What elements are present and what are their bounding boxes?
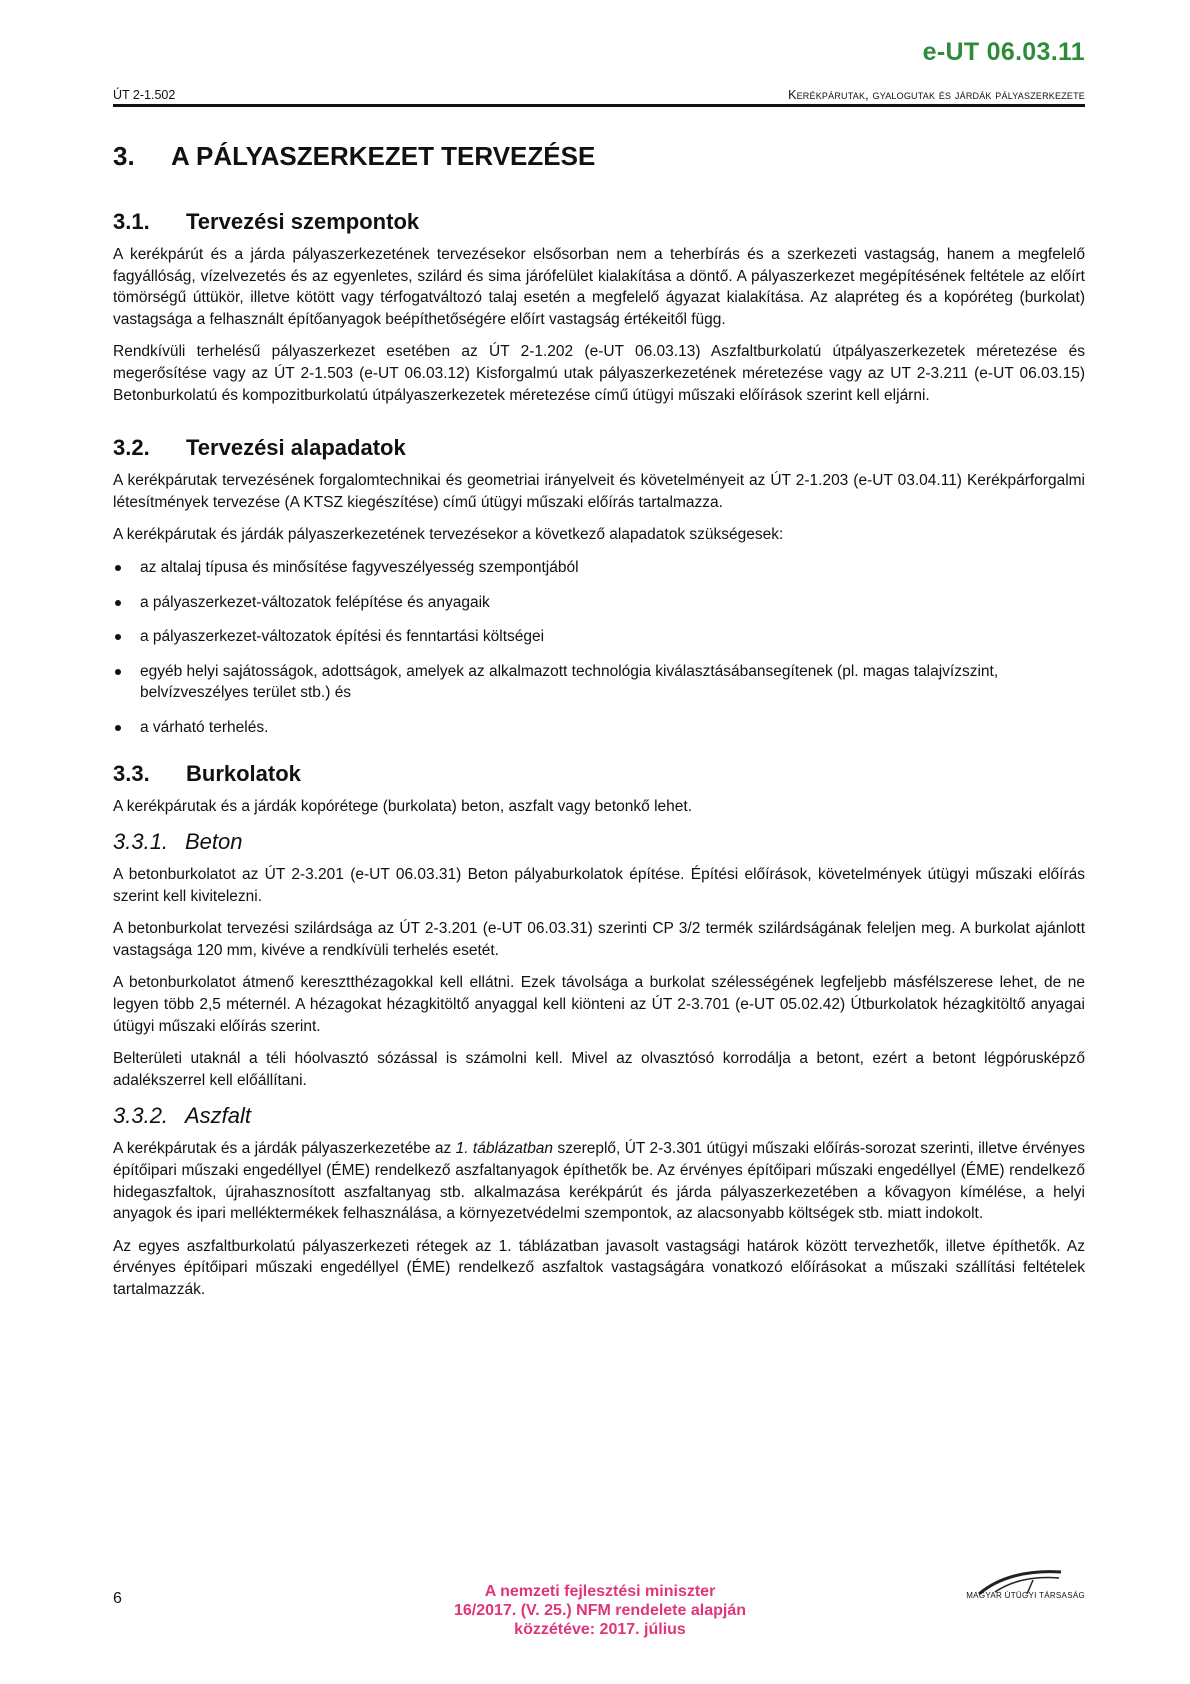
- list-item: a pályaszerkezet-változatok felépítése és anyagaik: [113, 592, 1085, 614]
- list-item: az altalaj típusa és minősítése fagyveszélyesség szempontjából: [113, 557, 1085, 579]
- text-run: A kerékpárutak és a járdák pályaszerkezetébe az: [113, 1140, 456, 1158]
- chapter-number: 3.: [113, 141, 135, 171]
- running-header: [113, 85, 1085, 105]
- list-item: egyéb helyi sajátosságok, adottságok, amelyek az alkalmazott technológia kiválasztásábansegítenek (pl. magas talajvízszint, belvízveszélyes terület stb.) és: [113, 661, 1085, 704]
- paragraph: [113, 1138, 1085, 1224]
- section-title: Tervezési alapadatok: [186, 435, 406, 461]
- paragraph: A kerékpárutak tervezésének forgalomtechnikai és geometriai irányelveit és követelményeit az ÚT 2-1.203 (e-UT 03.04.11) Kerékpárforgalmi létesítmények tervezése (A KTSZ kiegészítése) című útügyi műszaki előírás tartalmazza.: [113, 472, 1085, 511]
- bullet-list: [113, 557, 1085, 739]
- chapter-heading: [113, 140, 1085, 172]
- document-code: e-UT 06.03.11: [922, 38, 1085, 66]
- subsection-title: Beton: [185, 829, 243, 855]
- page-body: [113, 140, 1085, 1312]
- section-title: Burkolatok: [186, 760, 301, 786]
- paragraph: A kerékpárutak és a járdák kopórétege (burkolata) beton, aszfalt vagy betonkő lehet.: [113, 797, 693, 815]
- list-item: a pályaszerkezet-változatok építési és fenntartási költségei: [113, 626, 1085, 648]
- table-reference: 1. táblázatban: [455, 1140, 554, 1158]
- spacer: [113, 752, 1085, 760]
- subsection-number: 3.3.1.: [113, 829, 169, 855]
- section-title: Tervezési szempontok: [186, 209, 420, 234]
- paragraph: Az egyes aszfaltburkolatú pályaszerkezeti rétegek az 1. táblázatban javasolt vastagsági határok között tervezhetők, illetve építhetők. Az érvényes építőipari műszaki engedéllyel (ÉME) rendelkező aszfaltok vastagságára vonatkozó előírásokat a műszaki szállítási feltételek tartalmazzák.: [113, 1237, 1085, 1298]
- paragraph: Rendkívüli terhelésű pályaszerkezet esetében az ÚT 2-1.202 (e-UT 06.03.13) Aszfaltburkolatú útpályaszerkezetek méretezése és megerősítése vagy az ÚT 2-1.503 (e-UT 06.03.12) Kisforgalmú utak pályaszerkezetének méretezése vagy az UT 2-3.211 (e-UT 06.03.15) Betonburkolatú és kompozitburkolatú útpályaszerkezetek méretezése című útügyi műszaki előírások szerint kell eljárni.: [113, 343, 1085, 404]
- section-number: 3.3.: [113, 760, 150, 786]
- text-run: szereplő, ÚT 2-3.301 útügyi műszaki előírás-sorozat szerinti, illetve érvényes építőipari műszaki engedéllyel (ÉME) rendelkező aszfaltanyagok építhetők be. Az érvényes építőipari műszaki engedéllyel (ÉME) rendelkező hidegaszfaltok, újrahasznosított aszfaltanyag stb. alkalmazása kerékpárút és járda pályaszerkezetében a kővagyon kímélése, a helyi anyagok és ipari melléktermékek felhasználása, a környezetvédelmi szempontok, az alacsonyabb költségek stb. miatt indokolt.: [113, 1140, 1085, 1223]
- paragraph: A betonburkolatot átmenő keresztthézagokkal kell ellátni. Ezek távolsága a burkolat szélességének legfeljebb másfélszerese lehet, de ne legyen több 2,5 méternél. A hézagokat hézagkitöltő anyaggal kell kiönteni az ÚT 2-3.701 (e-UT 05.02.42) Útburkolatok hézagkitöltő anyagai útügyi műszaki előírás szerint.: [113, 974, 1085, 1035]
- publication-note-line: közzétéve: 2017. július: [514, 1621, 686, 1638]
- list-item: a várható terhelés.: [113, 717, 1085, 739]
- header-standard-number: ÚT 2-1.502: [113, 88, 176, 102]
- subsection-heading-3-3-2: [113, 1102, 1085, 1130]
- chapter-title: A PÁLYASZERKEZET TERVEZÉSE: [171, 141, 596, 171]
- paragraph: A betonburkolat tervezési szilárdsága az ÚT 2-3.201 (e-UT 06.03.31) szerinti CP 3/2 termék szilárdságának feleljen meg. A burkolat ajánlott vastagsága 120 mm, kivéve a rendkívüli terhelés esetét.: [113, 920, 1085, 959]
- paragraph: A kerékpárút és a járda pályaszerkezetének tervezésekor elsősorban nem a teherbírás és a szerkezeti vastagság, hanem a megfelelő fagyállóság, vízelvezetés és az egyenletes, szilárd és sima járófelület kialakítása a döntő. A pályaszerkezet megépítésének feltétele az előírt tömörségű úttükör, illetve kötött vagy térfogatváltozó talaj esetén a megfelelő ágyazat kialakítása. Az alapréteg és a kopóréteg (burkolat) vastagsága a felhasznált építőanyagok beépíthetőségére előírt vastagság értékeitől függ.: [113, 246, 1085, 328]
- header-document-title: Kerékpárutak, gyalogutak és járdák pályaszerkezete: [788, 88, 1085, 102]
- section-heading-3-2: [113, 434, 1085, 462]
- section-number: 3.2.: [113, 435, 150, 461]
- publication-note-line: A nemzeti fejlesztési miniszter: [484, 1583, 716, 1600]
- subsection-number: 3.3.2.: [113, 1103, 169, 1129]
- spacer: [113, 417, 1085, 434]
- page-number: 6: [113, 1590, 122, 1607]
- publication-note-line: 16/2017. (V. 25.) NFM rendelete alapján: [454, 1602, 746, 1619]
- publisher-logo: [925, 1566, 1085, 1612]
- subsection-heading-3-3-1: [113, 828, 1085, 856]
- section-heading-3-3: [113, 760, 1085, 788]
- publication-note: [330, 1582, 870, 1639]
- header-divider: [113, 104, 1085, 107]
- publisher-name: MAGYAR ÚTÜGYI TÁRSASÁG: [966, 1591, 1085, 1600]
- paragraph: A kerékpárutak és járdák pályaszerkezetének tervezésekor a következő alapadatok szükségesek:: [113, 526, 784, 544]
- section-number: 3.1.: [113, 209, 150, 234]
- subsection-title: Aszfalt: [185, 1103, 252, 1129]
- section-heading-3-1: [113, 208, 1085, 236]
- paragraph: Belterületi utaknál a téli hóolvasztó sózással is számolni kell. Mivel az olvasztósó korrodálja a betont, ezért a betont légpórusképző adalékszerrel kell előállítani.: [113, 1050, 1085, 1089]
- paragraph: A betonburkolatot az ÚT 2-3.201 (e-UT 06.03.31) Beton pályaburkolatok építése. Építési előírások, követelmények útügyi műszaki előírás szerint kell kivitelezni.: [113, 866, 1085, 905]
